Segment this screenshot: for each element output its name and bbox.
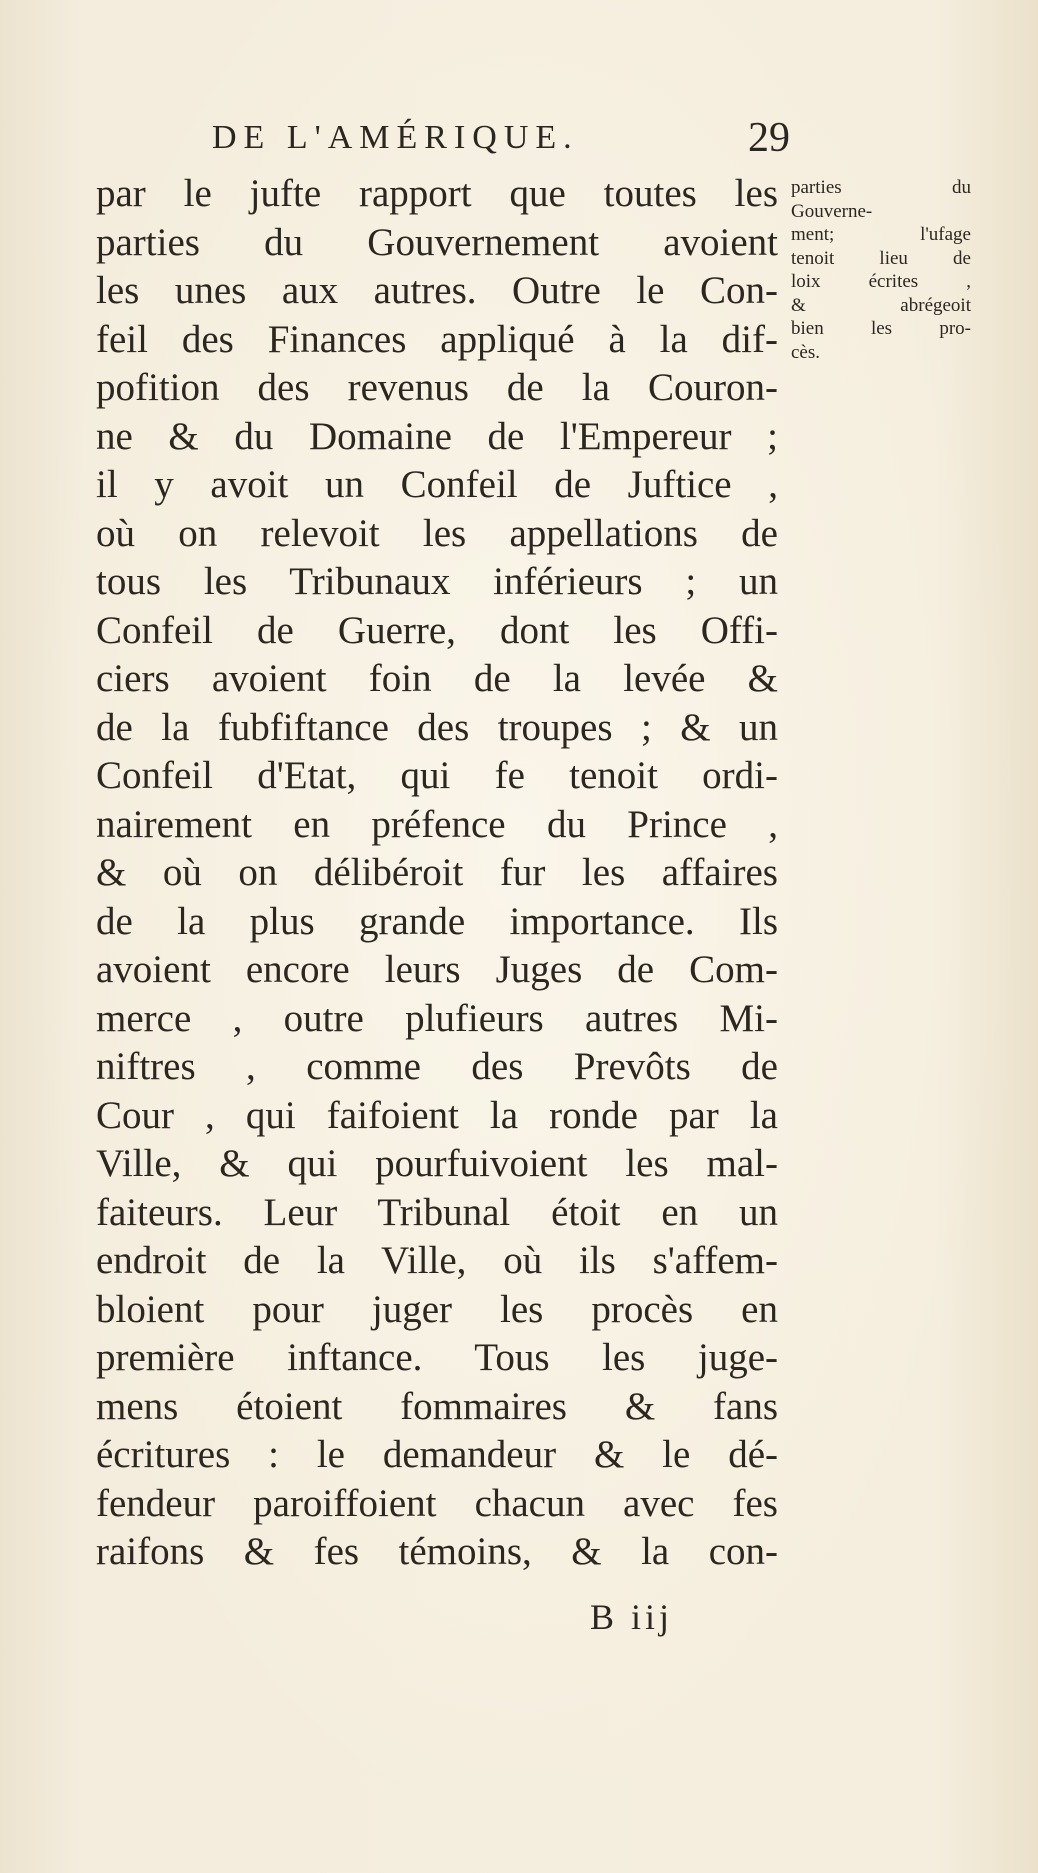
text-line: nairement en préfence du Prince ,	[96, 802, 778, 846]
margin-note-line: & abrégeoit	[791, 294, 971, 316]
running-title: DE L'AMÉRIQUE.	[212, 119, 579, 156]
text-line: de la plus grande importance. Ils	[96, 899, 778, 943]
text-line: raifons & fes témoins, & la con-	[96, 1530, 778, 1573]
text-line: écritures : le demandeur & le dé-	[96, 1433, 778, 1476]
text-line: tous les Tribunaux inférieurs ; un	[96, 560, 778, 603]
page-number: 29	[748, 115, 790, 161]
text-line: fendeur paroiffoient chacun avec fes	[96, 1481, 778, 1525]
text-line: parties du Gouvernement avoient	[96, 220, 778, 264]
text-line: de la fubfiftance des troupes ; & un	[96, 705, 778, 749]
text-line: endroit de la Ville, où ils s'affem-	[96, 1239, 778, 1282]
text-line: ciers avoient foin de la levée &	[96, 657, 778, 700]
signature-mark: B iij	[590, 1597, 674, 1637]
text-line: ne & du Domaine de l'Empereur ;	[96, 414, 778, 458]
text-line: Confeil d'Etat, qui fe tenoit ordi-	[96, 754, 778, 797]
text-line: Ville, & qui pourfuivoient les mal-	[96, 1142, 778, 1185]
text-line: merce , outre plufieurs autres Mi-	[96, 996, 778, 1040]
text-line: mens étoient fommaires & fans	[96, 1384, 778, 1428]
text-line: première inftance. Tous les juge-	[96, 1336, 778, 1379]
margin-note-line: ment; l'ufage	[791, 224, 971, 245]
text-line: Confeil de Guerre, dont les Offi-	[96, 608, 778, 652]
margin-note-line: Gouverne-	[791, 200, 873, 222]
text-line: Cour , qui faifoient la ronde par la	[96, 1093, 778, 1137]
text-line: où on relevoit les appellations de	[96, 511, 778, 555]
margin-note-line: cès.	[791, 341, 821, 363]
text-line: il y avoit un Confeil de Juftice ,	[96, 463, 778, 506]
margin-note-line: loix écrites ,	[791, 271, 971, 292]
running-head	[212, 115, 790, 166]
margin-note	[791, 176, 971, 364]
text-line: avoient encore leurs Juges de Com-	[96, 948, 778, 991]
text-line: feil des Finances appliqué à la dif-	[96, 317, 778, 361]
text-line: niftres , comme des Prevôts de	[96, 1045, 778, 1088]
body-text	[96, 170, 778, 1577]
margin-note-line: tenoit lieu de	[791, 247, 971, 269]
text-line: & où on délibéroit fur les affaires	[96, 851, 778, 894]
text-line: par le jufte rapport que toutes les	[96, 172, 778, 215]
text-line: bloient pour juger les procès en	[96, 1287, 778, 1331]
margin-note-line: parties du	[791, 177, 971, 198]
text-line: faiteurs. Leur Tribunal étoit en un	[96, 1190, 778, 1234]
text-line: pofition des revenus de la Couron-	[96, 366, 778, 409]
text-line: les unes aux autres. Outre le Con-	[96, 269, 778, 312]
margin-note-line: bien les pro-	[791, 318, 971, 339]
